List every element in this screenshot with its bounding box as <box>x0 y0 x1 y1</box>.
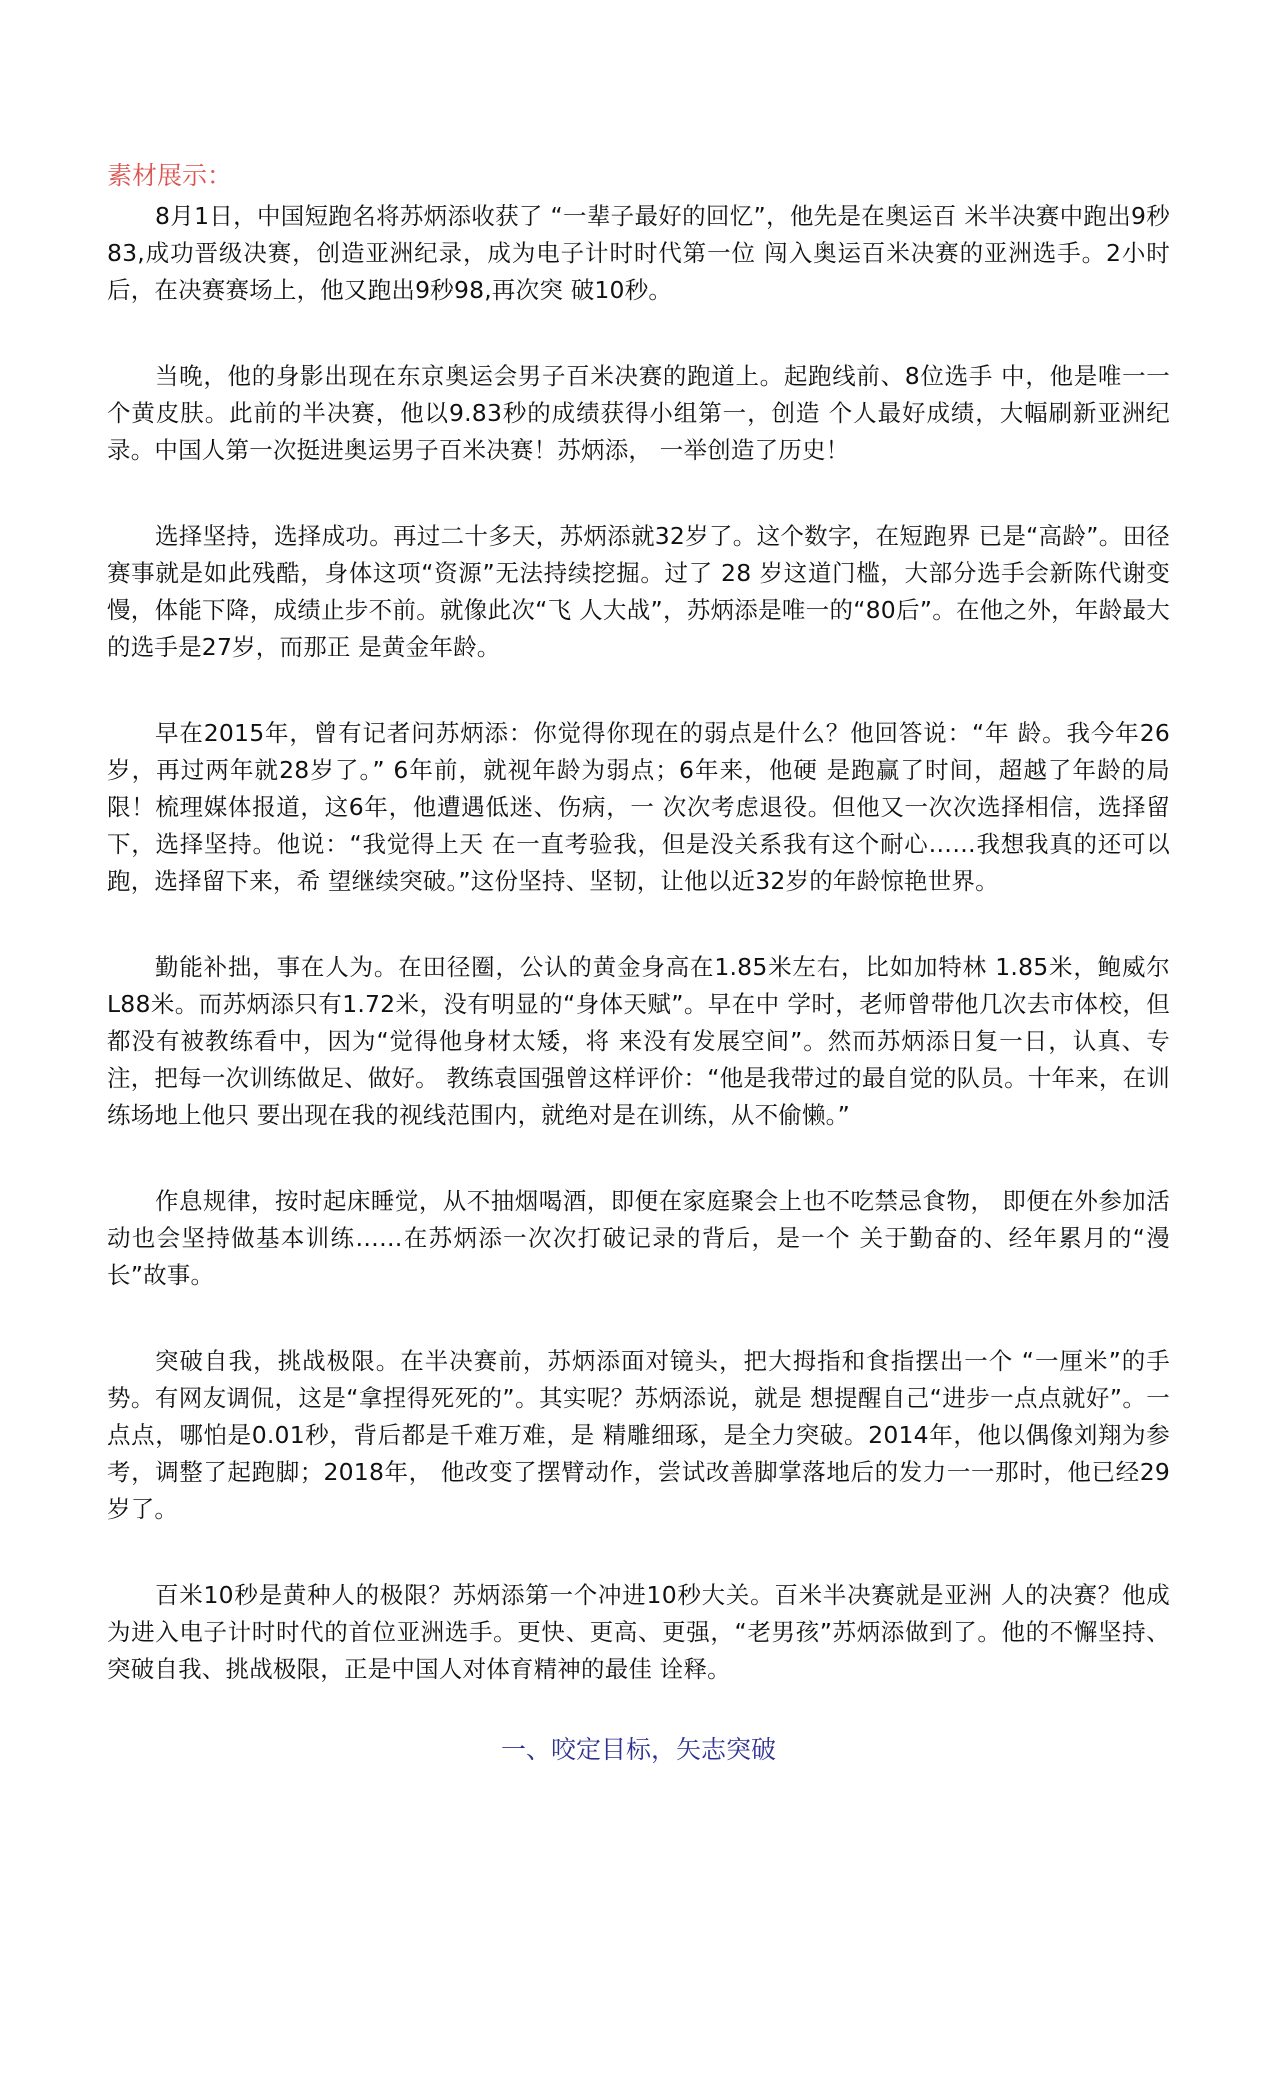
paragraph-5: 勤能补拙，事在人为。在田径圈，公认的黄金身高在1.85米左右，比如加特林 1.85米，鲍威尔L88米。而苏炳添只有1.72米，没有明显的“身体天赋”。早在中 学时，老师曾带他几次去市体校，但都没有被教练看中，因为“觉得他身材太矮，将 来没有发展空间”。然而苏炳添日复一日，认真、专注，把每一次训练做足、做好。 教练袁国强曾这样评价：“他是我带过的最自觉的队员。十年来，在训练场地上他只 要出现在我的视线范围内，就绝对是在训练，从不偷懒。” <box>107 953 1170 1129</box>
document-page <box>107 160 1170 1767</box>
paragraph-8: 百米10秒是黄种人的极限？苏炳添第一个冲进10秒大关。百米半决赛就是亚洲 人的决赛？他成为进入电子计时时代的首位亚洲选手。更快、更高、更强，“老男孩”苏炳添做到了。他的不懈坚持、突破自我、挑战极限，正是中国人对体育精神的最佳 诠释。 <box>107 1581 1170 1683</box>
material-label: 素材展示： <box>107 161 233 190</box>
paragraph-6: 作息规律，按时起床睡觉，从不抽烟喝酒，即便在家庭聚会上也不吃禁忌食物， 即便在外参加活动也会坚持做基本训练……在苏炳添一次次打破记录的背后，是一个 关于勤奋的、经年累月的“漫长”故事。 <box>107 1187 1170 1289</box>
paragraph-2: 当晚，他的身影出现在东京奥运会男子百米决赛的跑道上。起跑线前、8位选手 中，他是唯一一个黄皮肤。此前的半决赛，他以9.83秒的成绩获得小组第一，创造 个人最好成绩，大幅刷新亚洲纪录。中国人第一次挺进奥运男子百米决赛！苏炳添， 一举创造了历史！ <box>107 362 1170 464</box>
paragraph-4: 早在2015年，曾有记者问苏炳添：你觉得你现在的弱点是什么？他回答说：“年 龄。我今年26岁，再过两年就28岁了。” 6年前，就视年龄为弱点；6年来，他硬 是跑赢了时间，超越了年龄的局限！梳理媒体报道，这6年，他遭遇低迷、伤病，一 次次考虑退役。但他又一次次选择相信，选择留下，选择坚持。他说：“我觉得上天 在一直考验我，但是没关系我有这个耐心……我想我真的还可以跑，选择留下来，希 望继续突破。”这份坚持、坚韧，让他以近32岁的年龄惊艳世界。 <box>107 719 1170 895</box>
paragraph-1: 8月1日，中国短跑名将苏炳添收获了 “一辈子最好的回忆”，他先是在奥运百 米半决赛中跑出9秒83,成功晋级决赛，创造亚洲纪录，成为电子计时时代第一位 闯入奥运百米决赛的亚洲选手。2小时后，在决赛赛场上，他又跑出9秒98,再次突 破10秒。 <box>107 202 1170 304</box>
paragraph-3: 选择坚持，选择成功。再过二十多天，苏炳添就32岁了。这个数字，在短跑界 已是“高龄”。田径赛事就是如此残酷，身体这项“资源”无法持续挖掘。过了 28 岁这道门槛，大部分选手会新陈代谢变慢，体能下降，成绩止步不前。就像此次“飞 人大战”，苏炳添是唯一的“80后”。在他之外，年龄最大的选手是27岁，而那正 是黄金年龄。 <box>107 522 1170 661</box>
section-heading: 一、咬定目标，矢志突破 <box>500 1735 776 1764</box>
paragraph-7: 突破自我，挑战极限。在半决赛前，苏炳添面对镜头，把大拇指和食指摆出一个 “一厘米”的手势。有网友调侃，这是“拿捏得死死的”。其实呢？苏炳添说，就是 想提醒自己“进步一点点就好”。一点点，哪怕是0.01秒，背后都是千难万难，是 精雕细琢，是全力突破。2014年，他以偶像刘翔为参考，调整了起跑脚；2018年， 他改变了摆臂动作，尝试改善脚掌落地后的发力一一那时，他已经29岁了。 <box>107 1347 1170 1523</box>
